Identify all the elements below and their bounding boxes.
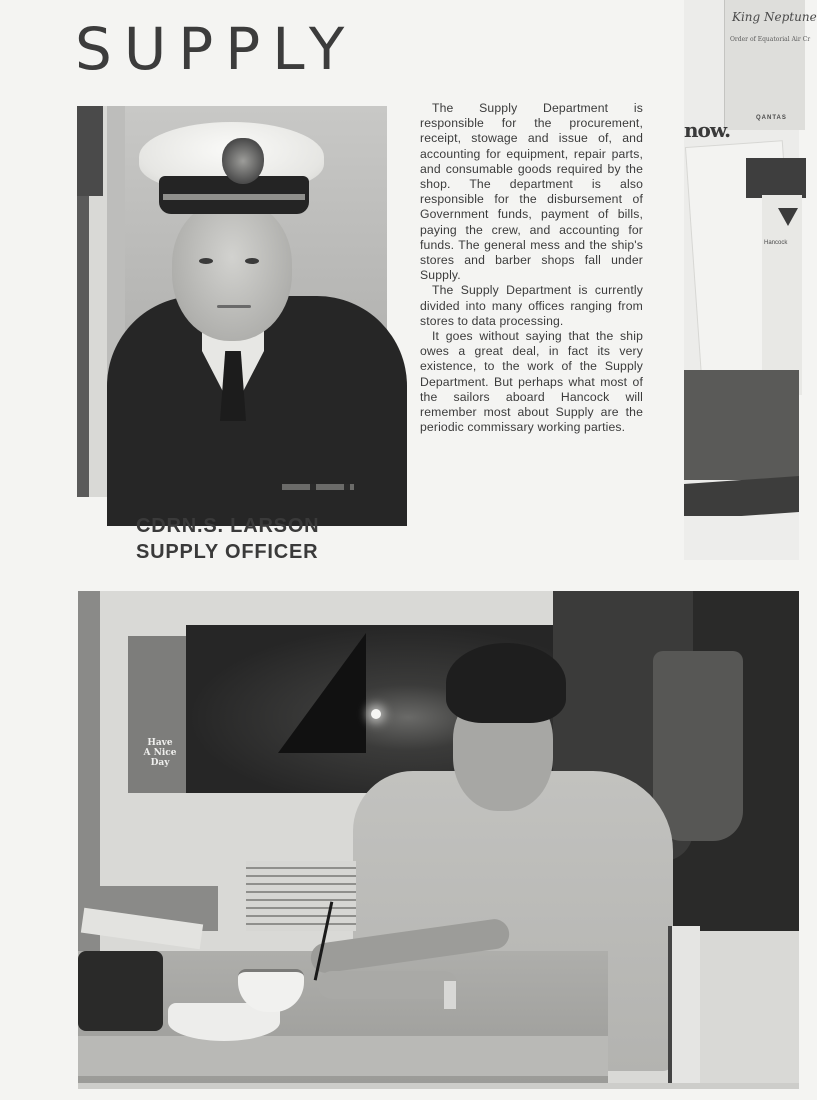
desk-edge-shape: [78, 1036, 608, 1076]
jacket-sleeve-shape: [653, 651, 743, 841]
poster-text-line: Day: [150, 758, 170, 768]
office-desk-photo: [78, 591, 799, 1089]
wristwatch-icon: [444, 981, 456, 1009]
ribbon-bar-shape: [282, 484, 354, 490]
telephone-icon: [78, 951, 163, 1031]
left-eye-shape: [199, 258, 213, 264]
poster-text: [138, 738, 182, 768]
certificate-subtitle: Order of Equatorial Air Cr: [730, 36, 811, 43]
poster-side-panel: [128, 636, 188, 793]
person-hair-shape: [446, 643, 566, 723]
article-body: [420, 101, 643, 435]
notice-label: Hancock: [764, 240, 788, 246]
portrait-caption: [136, 513, 319, 565]
caption-role: SUPPLY OFFICER: [136, 541, 319, 563]
triangle-emblem-icon: [778, 208, 798, 226]
section-title: SUPPLY: [75, 15, 357, 83]
cap-insignia-icon: [222, 138, 264, 184]
right-eye-shape: [245, 258, 259, 264]
poster-word: now.: [684, 118, 731, 142]
article-paragraph: The Supply Department is currently divided into many offices ranging from stores to data processing.: [420, 283, 643, 328]
bulletin-board-photo: [684, 0, 817, 560]
face-shape: [172, 201, 292, 341]
hand-shape: [318, 971, 458, 999]
article-paragraph: The Supply Department is responsible for the procurement, receipt, stowage and issue of, and accounting for equipment, repair parts, and consumable goods required by the shop. The department is also responsible for the disbursement of Government funds, payment of bills, paying the crew, and accounting for funds. The general mess and the ship's stores and barber shops fall under Supply.: [420, 101, 643, 283]
certificate-footer: QANTAS: [756, 115, 787, 121]
caption-name: CDRN.S. LARSON: [136, 515, 320, 537]
cap-strap-shape: [163, 194, 305, 200]
sun-shape: [371, 709, 381, 719]
officer-portrait-photo: [77, 106, 387, 497]
ledge-shape: [684, 476, 799, 520]
poster-text-line: A Nice: [143, 748, 177, 758]
corkboard-shape: [684, 370, 799, 480]
certificate-title: King Neptune: [732, 10, 817, 24]
poster-text-line: Have: [147, 738, 173, 748]
photo-bottom-edge: [78, 1083, 799, 1089]
sail-shape: [278, 633, 366, 753]
dark-card-shape: [746, 158, 806, 198]
mouth-shape: [217, 305, 251, 308]
file-stack-shape: [246, 861, 356, 931]
chair-shape: [668, 926, 700, 1086]
wall-shape: [684, 516, 799, 560]
article-paragraph: It goes without saying that the ship owes a great deal, in fact its very existence, to the work of the Supply Department. But perhaps what most of the sailors aboard Hancock will remember most about Supply are the periodic commissary working parties.: [420, 329, 643, 435]
flag-canton-shape: [77, 106, 103, 196]
